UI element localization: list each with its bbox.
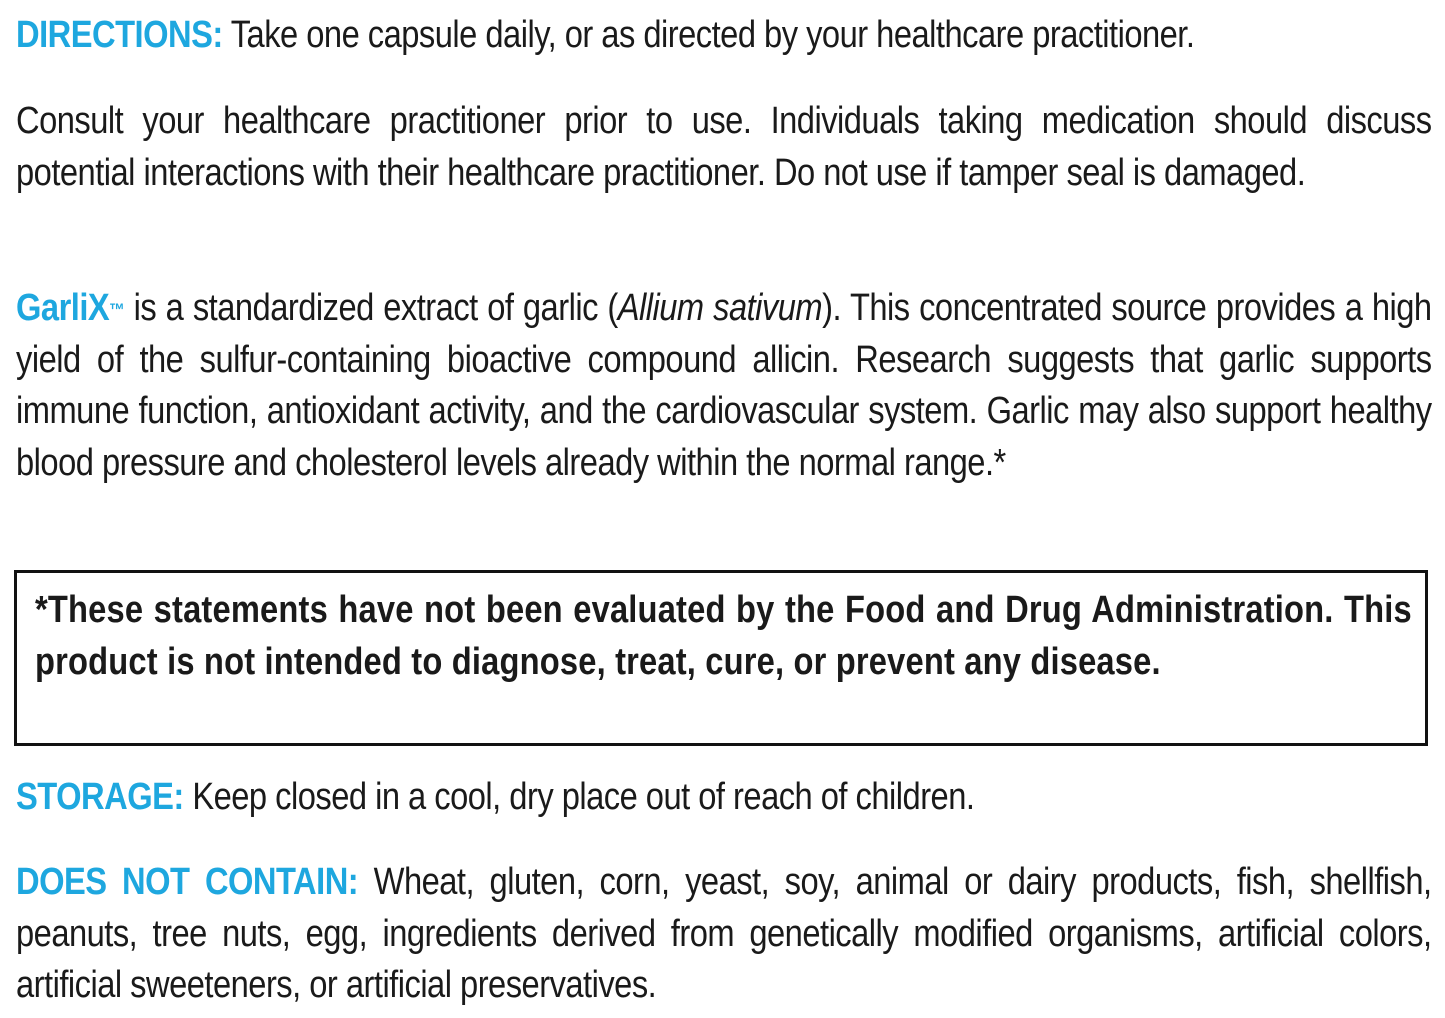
storage-text: Keep closed in a cool, dry place out of reach of children.: [183, 776, 975, 818]
does-not-contain-heading: DOES NOT CONTAIN:: [16, 861, 359, 903]
directions-paragraph: [16, 10, 1432, 62]
garlix-brand: GarliX: [16, 287, 110, 329]
directions-heading: DIRECTIONS:: [16, 14, 223, 56]
storage-heading: STORAGE:: [16, 776, 184, 818]
storage-paragraph: [16, 772, 1432, 824]
fda-disclaimer-box: [14, 570, 1428, 746]
consult-text: Consult your healthcare practitioner prior to use. Individuals taking medication should discuss potential interactions with their healthcare practitioner. Do not use if tamper seal is damaged.: [16, 100, 1432, 194]
consult-paragraph: [16, 96, 1432, 199]
does-not-contain-paragraph: [16, 857, 1432, 1012]
garlix-text-before-latin: is a standardized extract of garlic (: [124, 287, 618, 329]
garlix-text-after-latin: ). This concentrated source provides a high yield of the sulfur-containing bioactive compound allicin. Research suggests that garlic supports immune function, antioxidant activity, and the cardiovascular system. Garlic may also support healthy blood pressure and cholesterol levels already within the normal range.*: [16, 287, 1432, 484]
fda-disclaimer-text: *These statements have not been evaluated by the Food and Drug Administration. This product is not intended to diagnose, treat, cure, or prevent any disease.: [35, 589, 1412, 683]
trademark-symbol: ™: [109, 300, 125, 320]
does-not-contain-text: Wheat, gluten, corn, yeast, soy, animal or dairy products, fish, shellfish, peanuts, tree nuts, egg, ingredients derived from genetically modified organisms, artificial colors, artificial sweeteners, or artificial preservatives.: [16, 861, 1432, 1006]
directions-text: Take one capsule daily, or as directed by your healthcare practitioner.: [222, 14, 1195, 56]
garlix-paragraph: [16, 283, 1432, 489]
garlix-latin-name: Allium sativum: [617, 287, 823, 329]
